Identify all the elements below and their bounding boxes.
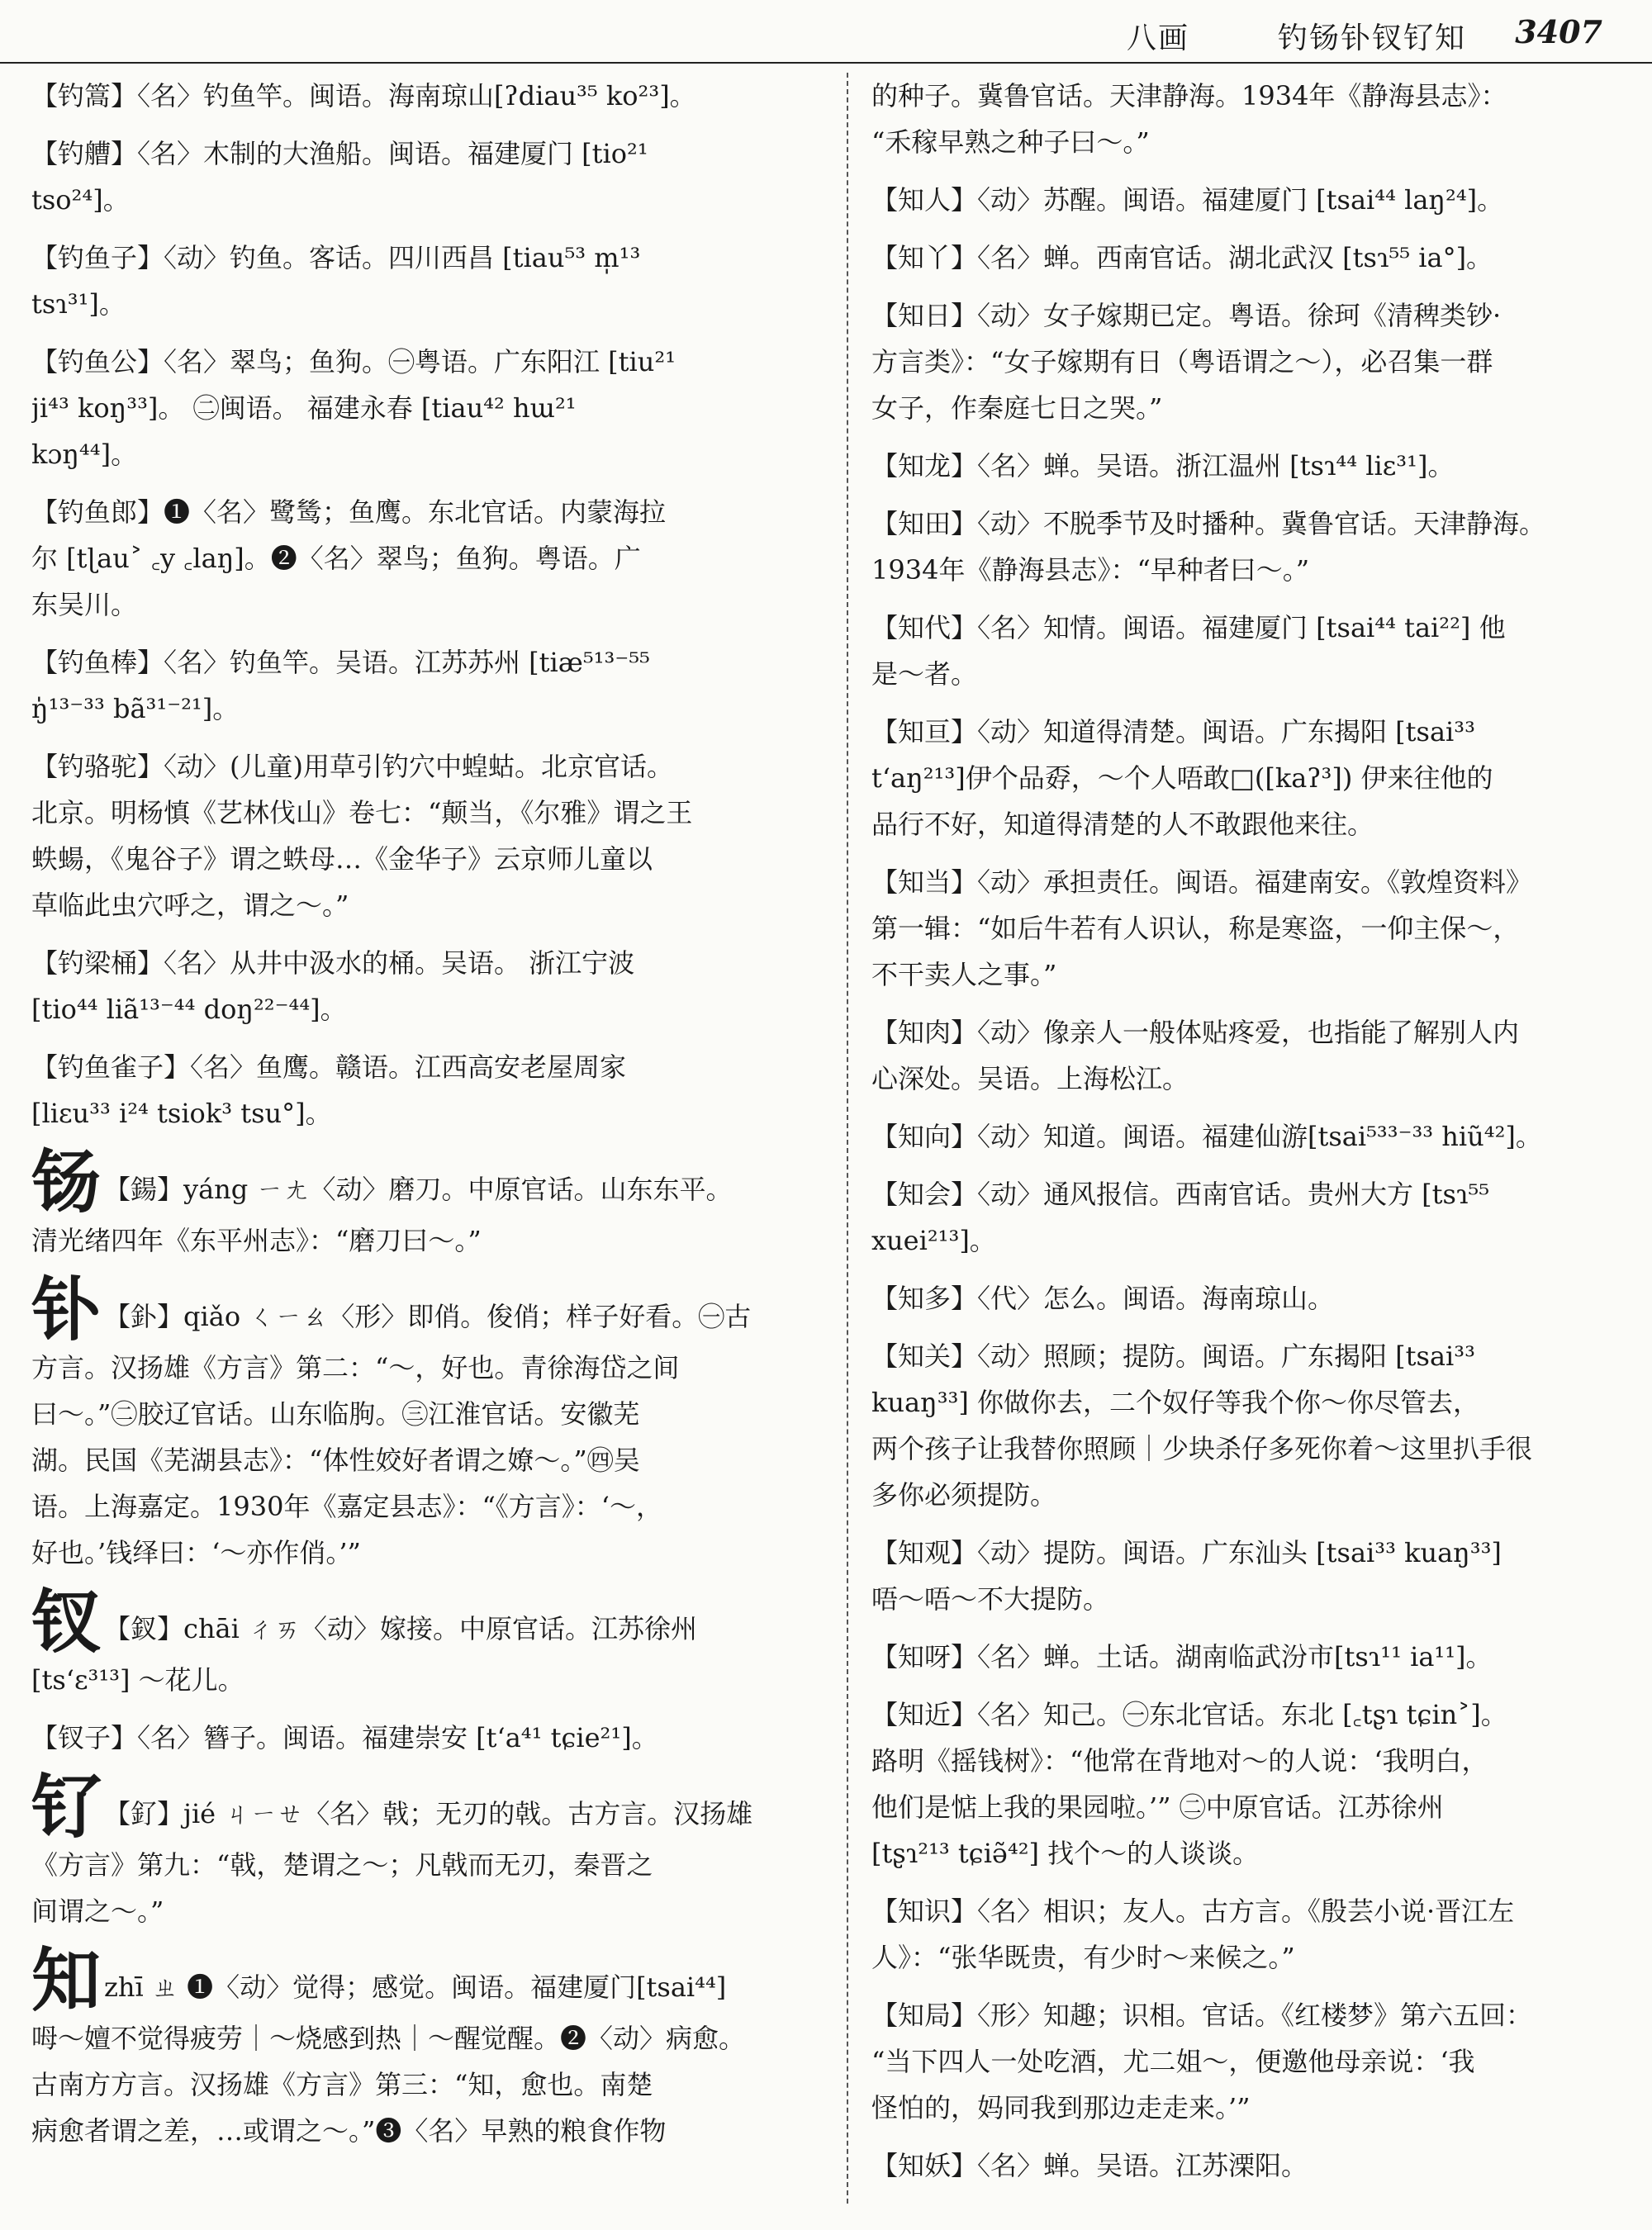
entry-text: 第一辑：“如后牛若有人识认，称是寒盗，一仰主保～， [871,913,1520,944]
entry-line [31,1391,824,1437]
entry-line [31,790,824,836]
entry-text: 曰～。”㊁胶辽官话。山东临朐。㊂江淮官话。安徽芜 [31,1398,640,1430]
entry-text: 【钓骆驼】〈动〉(儿童)用草引钓穴中蝗蛄。北京官话。 [31,751,673,782]
entry-line [31,1581,824,1663]
entry-text: 的种子。冀鲁官话。天津静海。1934年《静海县志》： [871,80,1507,112]
entry-line [871,1056,1631,1102]
dictionary-entry [31,1939,824,2154]
entry-text: 人》：“张华既贵，有少时～来候之。” [871,1942,1295,1973]
entry-text: 湖。民国《芜湖县志》：“体性姣好者谓之嫽～。”㊃吴 [31,1445,640,1476]
entry-text: 是～者。 [871,658,978,690]
entry-text: 【知代】〈名〉知情。闽语。福建厦门 [tsai⁴⁴ tai²²] 他 [871,612,1506,643]
entry-text: “当下四人一处吃酒，尤二姐～，便邀他母亲说：‘我 [871,2046,1475,2077]
entry-line [871,1275,1631,1321]
entry-text: 【钓鱼郎】❶〈名〉鹭鸶；鱼鹰。东北官话。内蒙海拉 [31,496,667,528]
entry-line [31,1483,824,1530]
entry-text: 【钓梁桶】〈名〉从井中汲水的桶。吴语。 浙江宁波 [31,947,635,979]
dictionary-entry [871,709,1631,847]
entry-text: 草临此虫穴呼之，谓之～。” [31,890,349,921]
entry-line [31,986,824,1032]
headword-character: 钋 [31,1269,102,1350]
entry-text: 蛈蝪，《鬼谷子》谓之蛈母…《金华子》云京师儿童以 [31,843,653,875]
entry-text: 1934年《静海县志》：“早种者曰～。” [871,554,1310,586]
entry-line [871,1333,1631,1379]
entry-line [871,501,1631,547]
entry-text: 【知肉】〈动〉像亲人一般体贴疼爱，也指能了解别人内 [871,1017,1520,1048]
entry-text: 【知当】〈动〉承担责任。闽语。福建南安。《敦煌资料》 [871,866,1533,898]
dictionary-entry [31,1715,824,1761]
entry-text: “禾稼早熟之种子曰～。” [871,126,1150,158]
entry-line [871,1738,1631,1784]
entry-text: 清光绪四年《东平州志》：“磨刀曰～。” [31,1225,482,1256]
entry-line [871,951,1631,998]
entry-text: 《方言》第九：“戟，楚谓之～；凡戟而无刃，秦晋之 [31,1849,653,1881]
dictionary-entry [871,1009,1631,1102]
entry-text: 【知多】〈代〉怎么。闽语。海南琼山。 [871,1283,1335,1314]
dictionary-entry [31,1581,824,1703]
dictionary-entry [31,940,824,1032]
entry-line [871,2038,1631,2085]
entry-line [871,1530,1631,1576]
dictionary-entry [31,489,824,628]
entry-line [871,801,1631,847]
entry-text: tsɿ³¹]。 [31,288,126,320]
entry-text: 北京。明杨慎《艺林伐山》卷七：“颠当，《尔雅》谓之王 [31,797,693,828]
entry-line [871,1472,1631,1518]
entry-text: 【鍚】yáng ㄧㄤ〈动〉磨刀。中原官话。山东东平。 [104,1174,733,1205]
headword-character: 钌 [31,1766,102,1848]
entry-line [31,1530,824,1576]
page-header [0,0,1652,64]
dictionary-entry [871,1992,1631,2131]
entry-line [871,709,1631,755]
entry-text: [liɛu³³ i²⁴ tsiok³ tsu°]。 [31,1098,332,1129]
entry-text: 【知丫】〈名〉蝉。西南官话。湖北武汉 [tsɿ⁵⁵ ia°]。 [871,242,1493,273]
entry-text: zhī ㄓ ❶〈动〉觉得；感觉。闽语。福建厦门[tsai⁴⁴] [104,1971,727,2003]
entry-line [31,1842,824,1888]
dictionary-entry [871,73,1631,165]
entry-line [31,1939,824,2021]
entry-line [31,686,824,732]
entry-text: 东吴川。 [31,589,138,620]
entry-line [31,1888,824,1934]
entry-line [31,431,824,477]
right-column [871,73,1631,2213]
entry-text: 女子，作秦庭七日之哭。” [871,392,1163,424]
entry-text: 怪怕的，妈同我到那边走走来。’” [871,2092,1251,2123]
entry-text: 不干卖人之事。” [871,959,1057,990]
entry-text: 【钓鱼棒】〈名〉钓鱼竿。吴语。江苏苏州 [tiæ⁵¹³⁻⁵⁵ [31,647,650,678]
entry-text: 【知田】〈动〉不脱季节及时播种。冀鲁官话。天津静海。 [871,508,1546,539]
entry-line [871,235,1631,281]
entry-line [871,651,1631,697]
entry-line [871,1379,1631,1426]
entry-line [31,836,824,882]
entry-line [31,1141,824,1223]
entry-text: 【钓鱼雀子】〈名〉鱼鹰。赣语。江西高安老屋周家 [31,1051,627,1083]
dictionary-entry [871,859,1631,998]
dictionary-entry [31,130,824,223]
dictionary-entry [871,235,1631,281]
entry-line [31,581,824,628]
entry-text: 品行不好，知道得清楚的人不敢跟他来往。 [871,809,1374,840]
entry-text: 唔～唔～不大提防。 [871,1583,1110,1615]
entry-text: kuaŋ³³] 你做你去，二个奴仔等我个你～你尽管去， [871,1387,1480,1418]
entry-line [871,2085,1631,2131]
entry-text: 【知向】〈动〉知道。闽语。福建仙游[tsai⁵³³⁻³³ hiũ⁴²]。 [871,1121,1542,1152]
entry-line [871,1009,1631,1056]
entry-text: 【钓鱼公】〈名〉翠鸟；鱼狗。㊀粤语。广东阳江 [tiu²¹ [31,346,676,377]
entry-text: 【钓艚】〈名〉木制的大渔船。闽语。福建厦门 [tio²¹ [31,138,648,169]
entry-line [871,1691,1631,1738]
entry-text: ji⁴³ koŋ³³]。 ㊁闽语。 福建永春 [tiau⁴² hɯ²¹ [31,392,577,424]
page-number: 3407 [1515,13,1602,50]
dictionary-entry [31,743,824,928]
entry-text: 心深处。吴语。上海松江。 [871,1063,1189,1094]
entry-text: 路明《摇钱树》：“他常在背地对～的人说：‘我明白， [871,1745,1488,1777]
entry-line [871,1634,1631,1680]
entry-text: 方言。汉扬雄《方言》第二：“～，好也。青徐海岱之间 [31,1352,680,1383]
entry-line [871,119,1631,165]
entry-text: ŋ̍¹³⁻³³ bã³¹⁻²¹]。 [31,693,240,724]
entry-text: 病愈者谓之差，…或谓之～。”❸〈名〉早熟的粮食作物 [31,2115,667,2147]
entry-line [31,235,824,281]
entry-text: [ts‘ɛ³¹³] ～花儿。 [31,1664,244,1696]
header-section: 八画 [1126,21,1189,55]
entry-line [871,292,1631,339]
entry-line [871,339,1631,385]
entry-line [31,1766,824,1848]
entry-line [31,882,824,928]
dictionary-entry [31,73,824,119]
entry-text: 【釕】jié ㄐㄧㄝ〈名〉戟；无刃的戟。古方言。汉扬雄 [104,1798,753,1829]
entry-text: 【钓篙】〈名〉钓鱼竿。闽语。海南琼山[ʔdiau³⁵ ko²³]。 [31,80,696,112]
entry-line [871,755,1631,801]
entry-line [871,1217,1631,1264]
entry-text: 【知人】〈动〉苏醒。闽语。福建厦门 [tsai⁴⁴ laŋ²⁴]。 [871,184,1504,216]
entry-text: 间谓之～。” [31,1896,164,1927]
dictionary-entry [871,1888,1631,1981]
entry-text: 尔 [tɭau˃ ꜀y ꜀laŋ]。❷〈名〉翠鸟；鱼狗。粤语。广 [31,543,641,574]
entry-text: 两个孩子让我替你照顾｜少块杀仔多死你着～这里扒手很 [871,1433,1533,1464]
entry-line [31,1217,824,1264]
entry-text: 【釵】chāi ㄔㄞ〈动〉嫁接。中原官话。江苏徐州 [104,1613,698,1644]
entry-line [31,1090,824,1136]
entry-text: 【知妖】〈名〉蝉。吴语。江苏溧阳。 [871,2150,1308,2181]
entry-line [871,1576,1631,1622]
entry-line [871,1992,1631,2038]
dictionary-entry [871,1333,1631,1518]
entry-line [871,177,1631,223]
entry-text: t‘aŋ²¹³]伊个品孬，～个人唔敢□([kaʔ³]) 伊来往他的 [871,762,1493,794]
entry-line [31,1269,824,1350]
entry-text: 【知近】〈名〉知己。㊀东北官话。东北 [꜀tʂɿ tɕin˃]。 [871,1699,1507,1730]
entry-text: kɔŋ⁴⁴]。 [31,439,138,470]
entry-text: 【知亘】〈动〉知道得清楚。闽语。广东揭阳 [tsai³³ [871,716,1475,747]
entry-line [871,1171,1631,1217]
dictionary-entry [871,1634,1631,1680]
entry-line [31,639,824,686]
entry-line [31,535,824,581]
dictionary-entry [31,1044,824,1136]
entry-line [871,1888,1631,1934]
entry-text: 【知局】〈形〉知趣；识相。官话。《红楼梦》第六五回： [871,2000,1533,2031]
entry-line [31,1715,824,1761]
dictionary-entry [31,339,824,477]
entry-text: [tio⁴⁴ liã¹³⁻⁴⁴ doŋ²²⁻⁴⁴]。 [31,994,347,1025]
entry-line [871,1113,1631,1160]
entry-line [31,339,824,385]
entry-line [871,905,1631,951]
entry-line [31,1657,824,1703]
entry-line [871,605,1631,651]
entry-text: 【知识】〈名〉相识；友人。古方言。《殷芸小说·晋江左 [871,1896,1515,1927]
dictionary-entry [31,639,824,732]
entry-text: xuei²¹³]。 [871,1225,996,1256]
headword-character: 知 [31,1939,102,2021]
dictionary-entry [871,1530,1631,1622]
entry-text: 【知观】〈动〉提防。闽语。广东汕头 [tsai³³ kuaŋ³³] [871,1537,1502,1568]
entry-text: tso²⁴]。 [31,184,130,216]
entry-line [31,1437,824,1483]
entry-line [31,130,824,177]
entry-line [871,443,1631,489]
entry-line [31,385,824,431]
entry-line [871,1784,1631,1830]
entry-text: 【知日】〈动〉女子嫁期已定。粤语。徐珂《清稗类钞· [871,300,1502,331]
entry-text: 他们是惦上我的果园啦。’” ㊁中原官话。江苏徐州 [871,1791,1444,1823]
dictionary-entry [871,1113,1631,1160]
entry-text: 语。上海嘉定。1930年《嘉定县志》：“《方言》：‘～， [31,1491,662,1522]
entry-text: 【釙】qiǎo ㄑㄧㄠ〈形〉即俏。俊俏；样子好看。㊀古 [104,1301,752,1332]
dictionary-entry [31,1141,824,1264]
entry-line [871,859,1631,905]
entry-line [31,2108,824,2154]
dictionary-entry [31,1766,824,1934]
entry-text: 【知会】〈动〉通风报信。西南官话。贵州大方 [tsɿ⁵⁵ [871,1179,1490,1210]
entry-text: 【知呀】〈名〉蝉。土话。湖南临武汾市[tsɿ¹¹ ia¹¹]。 [871,1641,1493,1672]
dictionary-entry [31,1269,824,1576]
entry-line [31,177,824,223]
column-divider [847,73,848,2204]
entry-text: 呣～嬗不觉得疲劳｜～烧感到热｜～醒觉醒。❷〈动〉病愈。 [31,2023,746,2054]
entry-line [31,1044,824,1090]
entry-text: 古南方方言。汉扬雄《方言》第三：“知，愈也。南楚 [31,2069,653,2100]
entry-text: [tʂɿ²¹³ tɕiə̃⁴²] 找个～的人谈谈。 [871,1838,1260,1869]
dictionary-entry [871,1691,1631,1877]
entry-line [871,73,1631,119]
entry-line [31,940,824,986]
entry-line [871,1426,1631,1472]
dictionary-entry [871,443,1631,489]
dictionary-entry [871,605,1631,697]
entry-line [31,1345,824,1391]
dictionary-entry [871,292,1631,431]
dictionary-entry [871,177,1631,223]
entry-line [871,547,1631,593]
left-column [31,73,824,2213]
entry-text: 【知龙】〈名〉蝉。吴语。浙江温州 [tsɿ⁴⁴ liɛ³¹]。 [871,450,1455,482]
entry-text: 【钗子】〈名〉簪子。闽语。福建崇安 [t‘a⁴¹ tɕie²¹]。 [31,1722,658,1753]
entry-line [31,2062,824,2108]
header-characters: 钓钖钋钗钌知 [1277,21,1466,55]
entry-line [871,1934,1631,1981]
dictionary-entry [871,1275,1631,1321]
headword-character: 钗 [31,1581,102,1663]
entry-text: 【知关】〈动〉照顾；提防。闽语。广东揭阳 [tsai³³ [871,1340,1475,1372]
entry-line [31,489,824,535]
entry-line [31,2015,824,2062]
dictionary-entry [871,1171,1631,1264]
entry-line [871,2142,1631,2189]
dictionary-entry [31,235,824,327]
entry-line [871,1830,1631,1877]
dictionary-entry [871,501,1631,593]
dictionary-entry [871,2142,1631,2189]
entry-line [871,385,1631,431]
entry-text: 好也。’钱绎曰：‘～亦作俏。’” [31,1537,361,1568]
entry-text: 方言类》：“女子嫁期有日（粤语谓之～），必召集一群 [871,346,1493,377]
entry-line [31,281,824,327]
headword-character: 钖 [31,1141,102,1223]
entry-text: 多你必须提防。 [871,1479,1057,1511]
entry-line [31,743,824,790]
entry-line [31,73,824,119]
entry-text: 【钓鱼子】〈动〉钓鱼。客话。四川西昌 [tiau⁵³ m̩¹³ [31,242,641,273]
